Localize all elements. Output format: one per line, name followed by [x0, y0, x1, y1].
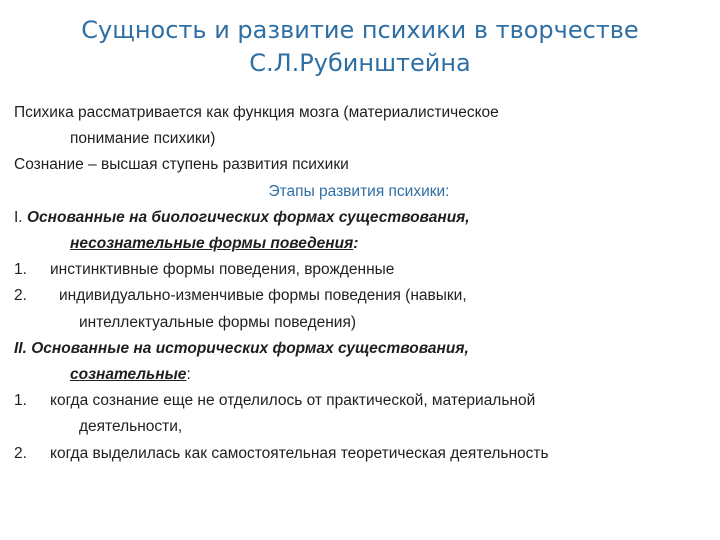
section-2-item-2-num: 2.	[14, 444, 27, 462]
section-1-item-1-text: инстинктивные формы поведения, врожденные	[50, 261, 395, 279]
slide-title	[40, 14, 680, 80]
title-line-2: С.Л.Рубинштейна	[249, 49, 471, 77]
slide-body	[14, 100, 704, 467]
section-1-item-1-num: 1.	[14, 261, 27, 279]
section-1-item-1	[14, 257, 704, 283]
stages-subheading: Этапы развития психики:	[268, 182, 450, 200]
section-2-item-1	[14, 388, 704, 414]
section-2-item-2	[14, 441, 704, 467]
section-1-underlined: несознательные формы поведения	[70, 235, 354, 253]
section-1-line-1: Основанные на биологических формах существования,	[26, 208, 470, 226]
section-2-roman: II.	[14, 339, 27, 357]
section-2-line-1: Основанные на исторических формах существования,	[31, 339, 469, 357]
section-1-item-2-num: 2.	[14, 287, 27, 305]
section-1-item-2	[14, 283, 704, 309]
section-1-heading	[14, 205, 704, 231]
paragraph-2: Сознание – высшая ступень развития психики	[14, 156, 349, 174]
section-2-underlined: сознательные	[70, 366, 187, 384]
paragraph-1-line-2: понимание психики)	[70, 130, 216, 148]
title-line-1: Сущность и развитие психики в творчестве	[81, 16, 639, 44]
section-2-suffix: :	[186, 366, 191, 384]
section-1-item-2-cont: интеллектуальные формы поведения)	[79, 313, 357, 331]
section-2-heading	[14, 336, 704, 362]
section-1-roman: I.	[14, 208, 23, 226]
section-2-item-1-num: 1.	[14, 392, 27, 410]
paragraph-1-line-1: Психика рассматривается как функция мозга (материалистическое	[14, 104, 499, 121]
section-2-heading-cont	[14, 362, 704, 388]
section-1-heading-cont	[14, 231, 704, 257]
section-1-suffix: :	[353, 235, 359, 253]
section-2-item-2-text: когда выделилась как самостоятельная теоретическая деятельность	[50, 444, 549, 462]
section-2-item-1-text: когда сознание еще не отделилось от практической, материальной	[50, 392, 536, 410]
section-1-item-2-text: индивидуально-изменчивые формы поведения (навыки,	[59, 287, 467, 305]
section-2-item-1-cont: деятельности,	[79, 418, 183, 436]
